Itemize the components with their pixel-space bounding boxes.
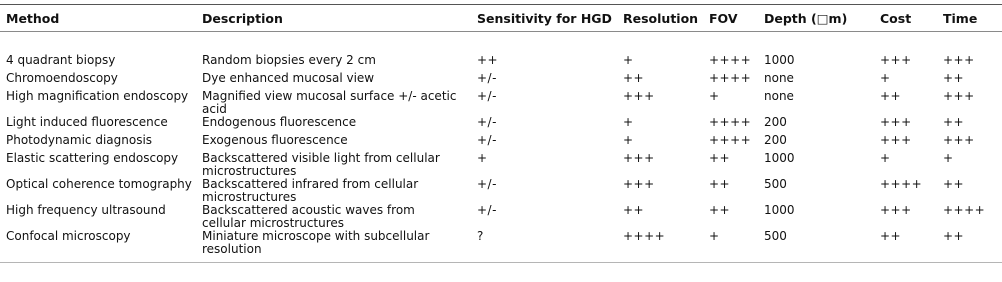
table-row [0,204,1002,230]
cell-fov: ++++ [709,133,752,147]
cell-cost: +++ [880,115,912,129]
header-resolution: Resolution [623,10,699,26]
table-row [0,90,1002,116]
cell-description: Backscattered infrared from cellular microstructures [202,177,419,204]
cell-fov: ++ [709,151,731,165]
cell-fov: + [709,229,720,243]
cell-method: Chromoendoscopy [6,71,118,85]
cell-time: ++++ [943,203,986,217]
cell-sensitivity: ++ [477,53,499,67]
cell-depth: 500 [764,229,787,243]
header-row [0,5,1002,32]
cell-cost: + [880,151,891,165]
table-row [0,178,1002,204]
cell-description: Random biopsies every 2 cm [202,53,376,67]
cell-cost: ++ [880,229,902,243]
cell-time: +++ [943,53,975,67]
cell-cost: ++++ [880,177,923,191]
cell-fov: ++ [709,203,731,217]
cell-description: Endogenous fluorescence [202,115,357,129]
cell-fov: + [709,89,720,103]
table-header [0,5,1002,32]
cell-cost: ++ [880,89,902,103]
cell-sensitivity: +/- [477,115,497,129]
cell-method: Elastic scattering endoscopy [6,151,179,165]
cell-description: Dye enhanced mucosal view [202,71,375,85]
cell-resolution: +++ [623,89,655,103]
header-description: Description [202,10,283,26]
cell-sensitivity: +/- [477,71,497,85]
header-depth: Depth (□m) [764,10,848,26]
cell-time: ++ [943,71,965,85]
cell-sensitivity: +/- [477,133,497,147]
cell-method: Confocal microscopy [6,229,131,243]
cell-depth: none [764,71,794,85]
header-sensitivity: Sensitivity for HGD [477,10,612,26]
cell-method: Light induced fluorescence [6,115,168,129]
cell-description: Magnified view mucosal surface +/- acetic acid [202,89,457,116]
cell-sensitivity: +/- [477,177,497,191]
cell-depth: 1000 [764,53,795,67]
cell-description: Backscattered visible light from cellular microstructures [202,151,440,178]
comparison-table [0,4,1002,263]
cell-resolution: ++ [623,203,645,217]
cell-fov: ++ [709,177,731,191]
cell-description: Backscattered acoustic waves from cellular microstructures [202,203,415,230]
cell-resolution: +++ [623,151,655,165]
cell-sensitivity: +/- [477,89,497,103]
cell-depth: 200 [764,133,787,147]
cell-resolution: + [623,53,634,67]
cell-cost: +++ [880,53,912,67]
cell-cost: +++ [880,203,912,217]
cell-sensitivity: + [477,151,488,165]
cell-method: Optical coherence tomography [6,177,192,191]
cell-resolution: + [623,133,634,147]
cell-method: Photodynamic diagnosis [6,133,153,147]
header-method: Method [6,10,60,26]
cell-cost: + [880,71,891,85]
cell-depth: 1000 [764,203,795,217]
cell-time: ++ [943,177,965,191]
header-spacer [0,32,1002,53]
table-row [0,134,1002,152]
cell-fov: ++++ [709,115,752,129]
cell-depth: none [764,89,794,103]
cell-depth: 200 [764,115,787,129]
cell-sensitivity: +/- [477,203,497,217]
table-row [0,116,1002,134]
cell-resolution: ++++ [623,229,666,243]
cell-time: ++ [943,115,965,129]
cell-method: High frequency ultrasound [6,203,166,217]
header-fov: FOV [709,10,738,26]
header-time: Time [943,10,978,26]
cell-sensitivity: ? [477,229,484,243]
cell-time: + [943,151,954,165]
cell-fov: ++++ [709,53,752,67]
header-cost: Cost [880,10,912,26]
cell-resolution: ++ [623,71,645,85]
cell-time: +++ [943,133,975,147]
cell-description: Miniature microscope with subcellular resolution [202,229,430,256]
cell-cost: +++ [880,133,912,147]
cell-resolution: +++ [623,177,655,191]
table-row [0,152,1002,178]
cell-time: ++ [943,229,965,243]
cell-depth: 1000 [764,151,795,165]
cell-fov: ++++ [709,71,752,85]
table-row [0,52,1002,72]
cell-resolution: + [623,115,634,129]
cell-depth: 500 [764,177,787,191]
table-row [0,72,1002,90]
cell-method: High magnification endoscopy [6,89,189,103]
cell-description: Exogenous fluorescence [202,133,348,147]
table-row [0,230,1002,263]
cell-time: +++ [943,89,975,103]
table-body [0,32,1002,263]
cell-method: 4 quadrant biopsy [6,53,116,67]
